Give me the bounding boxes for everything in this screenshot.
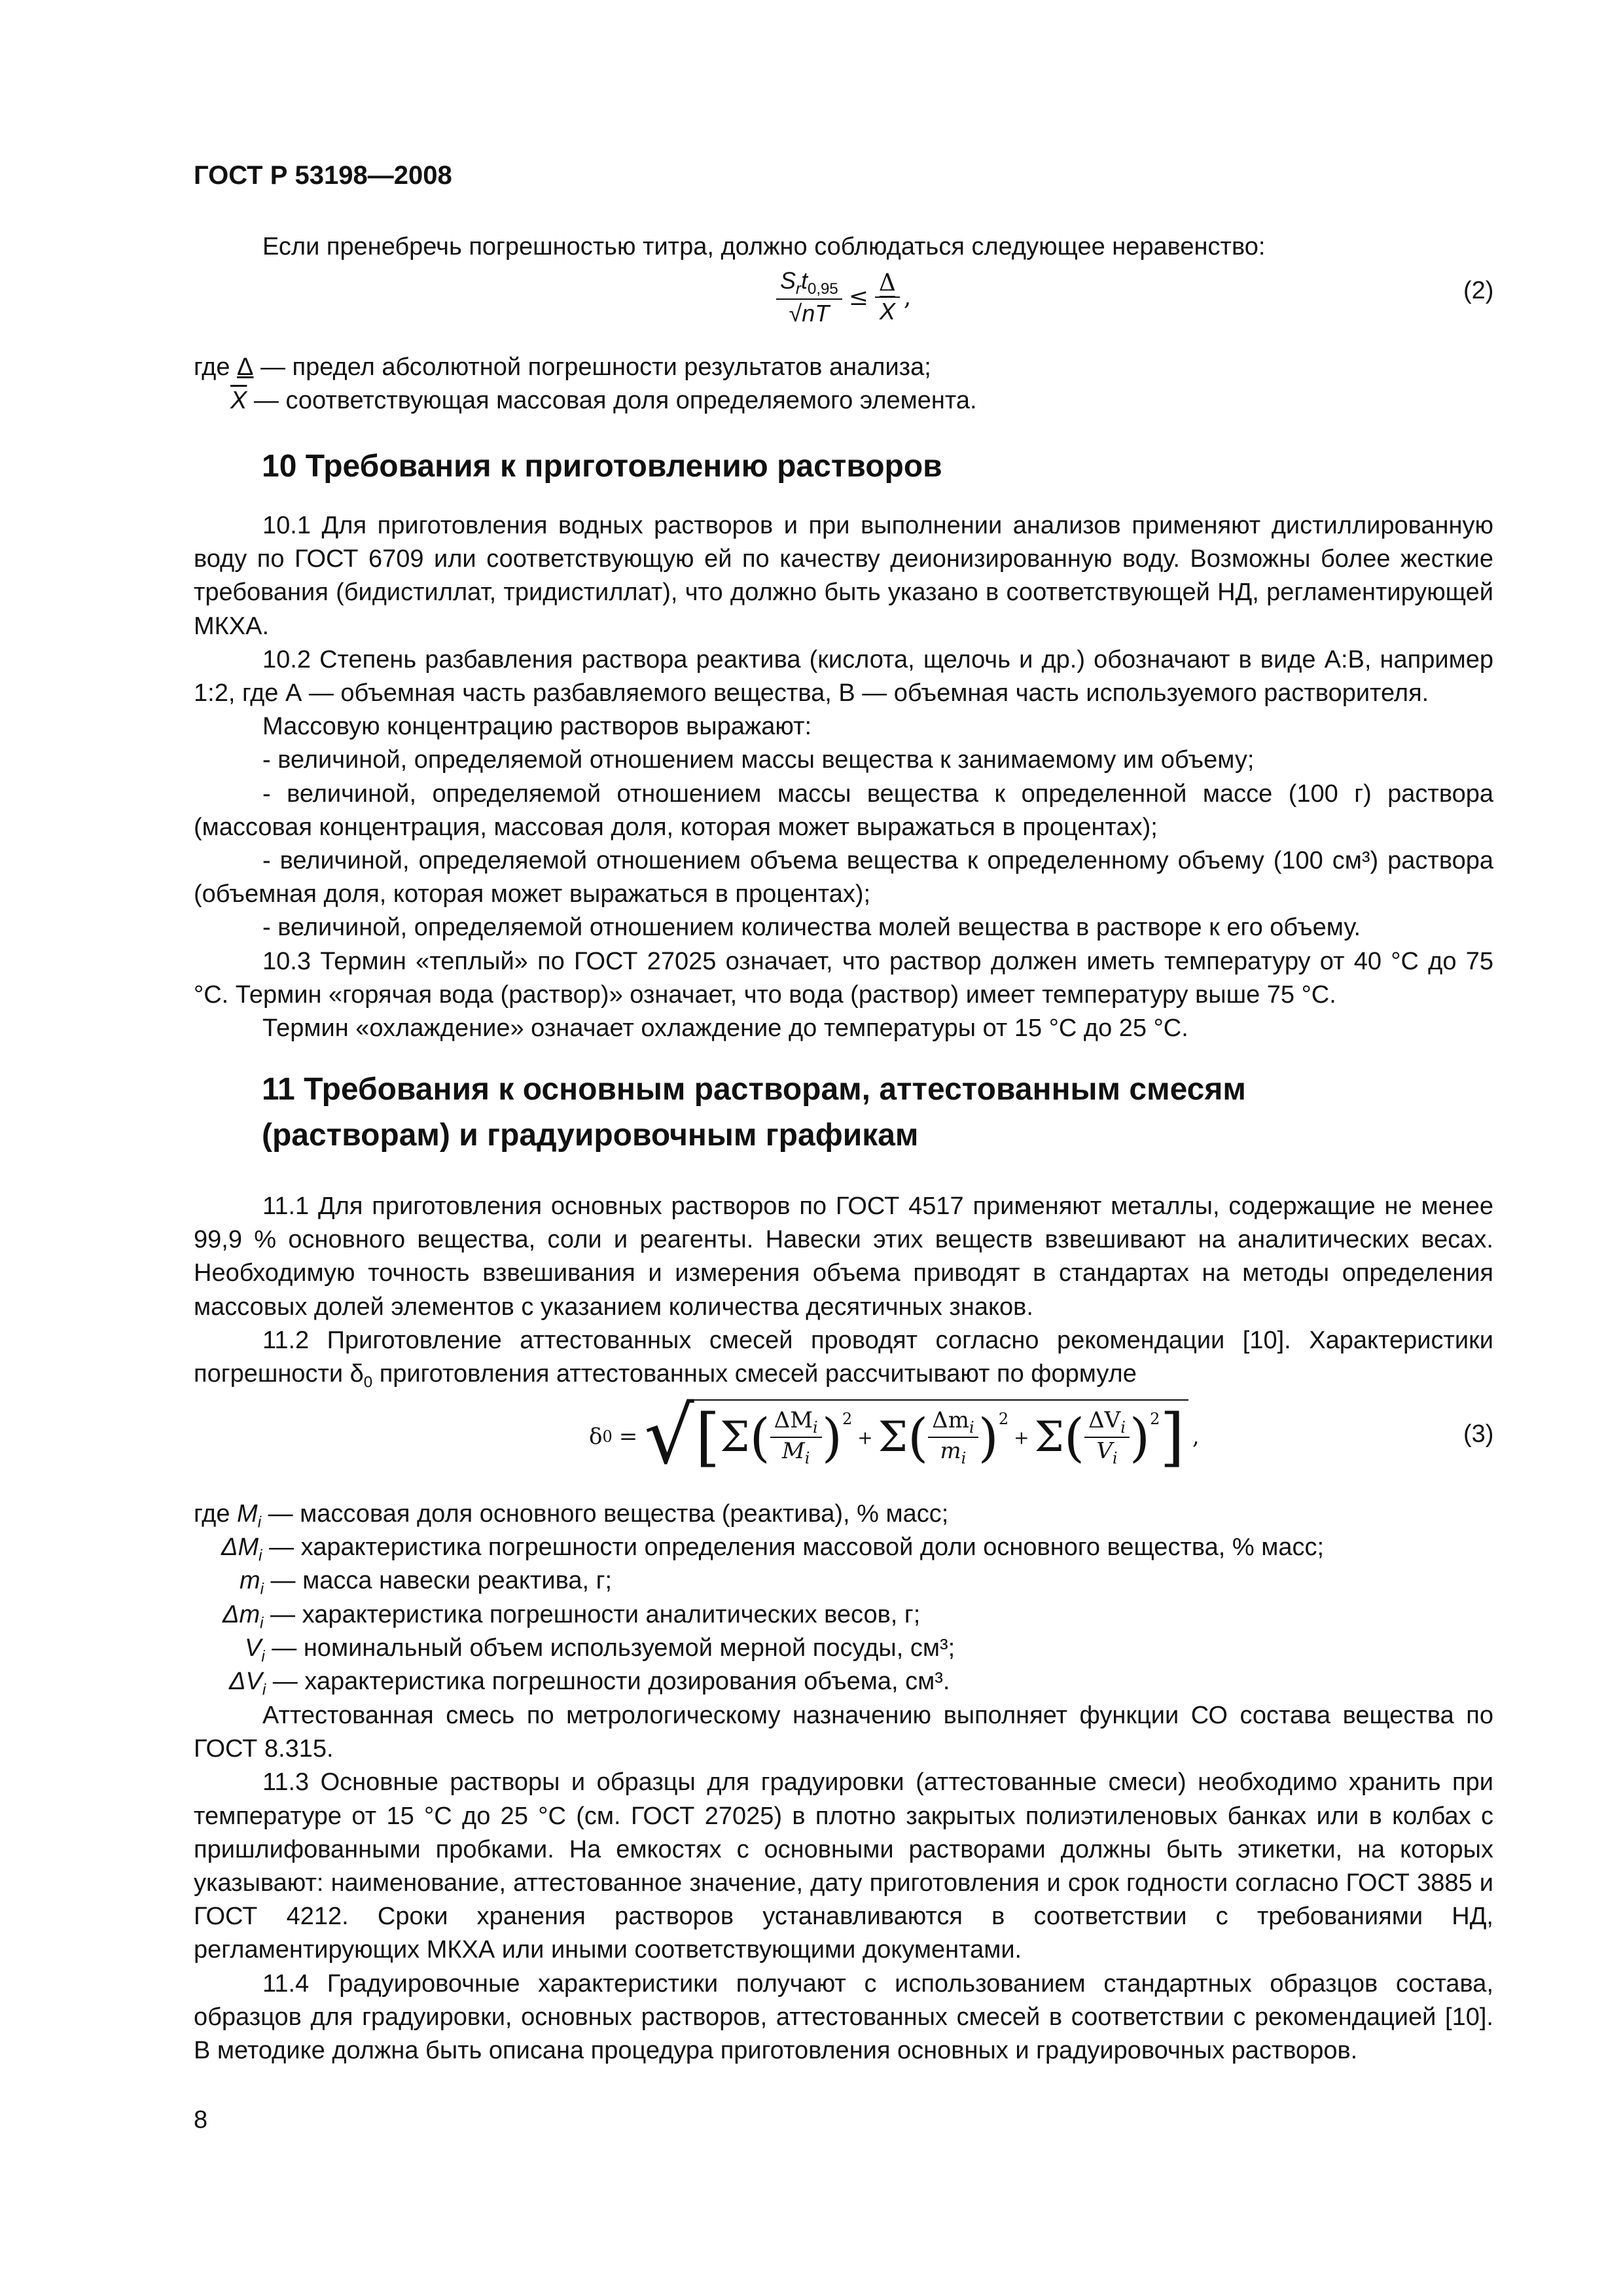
where3-symbol: V bbox=[245, 1634, 262, 1662]
eq2-comma: , bbox=[903, 283, 912, 311]
paren-left-icon: ( bbox=[749, 1407, 770, 1468]
eq2-t: t bbox=[801, 267, 808, 294]
eq3-power: 2 bbox=[998, 1410, 1009, 1428]
eq2-S: S bbox=[780, 267, 796, 294]
where2-prefix: где bbox=[194, 353, 238, 381]
where-block-2 bbox=[194, 351, 977, 418]
eq3-idx: i bbox=[961, 1448, 967, 1467]
where3-text: — номинальный объем используемой мерной посуды, см³; bbox=[264, 1634, 955, 1662]
where2-text: — предел абсолютной погрешности результатов анализа; bbox=[253, 353, 931, 381]
paragraph-mass-concentration: Массовую концентрацию растворов выражают: bbox=[262, 713, 812, 741]
where3-symbol: m bbox=[240, 1567, 260, 1595]
equation-3-number: (3) bbox=[1463, 1420, 1494, 1448]
sigma-icon: Σ bbox=[1034, 1413, 1064, 1462]
eq3-idx: i bbox=[969, 1418, 974, 1437]
eq3-radicand bbox=[692, 1399, 1188, 1474]
section-11-title bbox=[262, 1067, 1246, 1158]
intro-text: Если пренебречь погрешностью титра, должно соблюдаться следующее неравенство: bbox=[262, 233, 1266, 260]
eq3-lhs: δ bbox=[589, 1424, 603, 1450]
eq2-den: nT bbox=[802, 300, 830, 327]
eq3-t1-den: M bbox=[781, 1438, 805, 1464]
eq2-t-sub: 0,95 bbox=[808, 280, 838, 298]
paragraph-11-3: 11.3 Основные растворы и образцы для градуировки (аттестованные смеси) необходимо хранить при температуре от 15 °С до 25 °С (см. ГОСТ 27025) в плотно закрытых полиэтиленовых банках или в колбах с пришлифованными пробками. На емкостях с основными растворами должны быть этикетки, на которых указывают: наименование, аттестованное значение, дату приготовления и срок годности согласно ГОСТ 3885 и ГОСТ 4212. Сроки хранения растворов устанавливаются в соответствии с требованиями НД, регламентирующих МКХА или иными соответствующими документами. bbox=[194, 1768, 1493, 1964]
sqrt-icon: √ bbox=[644, 1391, 694, 1482]
eq3-t2-num: Δm bbox=[932, 1407, 969, 1434]
where2-symbol: $\overline{X}$ bbox=[230, 387, 247, 415]
where2-row bbox=[194, 351, 977, 384]
paragraph-10-3: 10.3 Термин «теплый» по ГОСТ 27025 означает, что раствор должен иметь температуру от 40 °С до 75 °С. Термин «горячая вода (раствор)» означает, что вода (раствор) имеет температуру выше 75 °С. bbox=[194, 947, 1493, 1009]
paragraph-cooling: Термин «охлаждение» означает охлаждение до температуры от 15 °С до 25 °С. bbox=[262, 1014, 1188, 1043]
eq3-idx: i bbox=[813, 1418, 818, 1437]
where3-row bbox=[194, 1632, 1324, 1665]
eq2-lhs-fraction bbox=[776, 267, 842, 327]
eq3-equals: = bbox=[618, 1424, 638, 1450]
eq3-power: 2 bbox=[1150, 1410, 1160, 1428]
where3-symbol: ΔV bbox=[229, 1667, 262, 1695]
paragraph-11-4: 11.4 Градуировочные характеристики получают с использованием стандартных образцов состава, образцов для градуировки, основных растворов, аттестованных смесей в соответствии с рекомендацией [10]. В методике должна быть описана процедура приготовления основных и градуировочных растворов. bbox=[194, 1969, 1493, 2065]
eq3-t3-num: ΔV bbox=[1088, 1407, 1121, 1434]
eq3-idx: i bbox=[1120, 1418, 1126, 1437]
where3-symbol: M bbox=[237, 1500, 258, 1528]
bracket-right-icon: ] bbox=[1160, 1401, 1185, 1474]
eq3-lhs-sub: 0 bbox=[602, 1427, 613, 1446]
list-item: - величиной, определяемой отношением объема вещества к определенному объему (100 см³) раствора (объемная доля, которая может выражаться в процентах); bbox=[194, 847, 1493, 908]
sigma-icon: Σ bbox=[878, 1413, 908, 1462]
eq3-t1-num: ΔM bbox=[774, 1407, 813, 1434]
list-item: - величиной, определяемой отношением количества молей вещества в растворе к его объему. bbox=[262, 914, 1361, 942]
where3-row bbox=[194, 1665, 1324, 1698]
eq3-idx: i bbox=[804, 1448, 810, 1467]
where3-sub: i bbox=[260, 1614, 264, 1632]
where2-symbol: Δ bbox=[237, 353, 254, 381]
where2-text: — соответствующая массовая доля определяемого элемента. bbox=[247, 387, 977, 415]
where3-prefix: где bbox=[194, 1500, 238, 1528]
paragraph-10-1: 10.1 Для приготовления водных растворов и при выполнении анализов применяют дистиллированную воду по ГОСТ 6709 или соответствующую ей по качеству деионизированную воду. Возможны более жесткие требования (бидистиллат, тридистиллат), что должно быть указано в соответствующей НД, регламентирующей МКХА. bbox=[194, 512, 1493, 640]
where3-sub: i bbox=[262, 1681, 266, 1699]
where3-text: — характеристика погрешности дозирования объема, см³. bbox=[266, 1667, 950, 1695]
sqrt-icon: √ bbox=[789, 300, 802, 327]
list-item: - величиной, определяемой отношением массы вещества к определенной массе (100 г) раствора (массовая концентрация, массовая доля, которая может выражаться в процентах); bbox=[194, 780, 1493, 841]
paren-right-icon: ) bbox=[821, 1407, 842, 1468]
equation-3 bbox=[589, 1391, 1200, 1482]
intro-paragraph bbox=[194, 230, 1493, 264]
paren-left-icon: ( bbox=[1063, 1407, 1085, 1468]
section-11-title-line-1: 11 Требования к основным растворам, аттестованным смесям bbox=[262, 1072, 1246, 1107]
paren-right-icon: ) bbox=[978, 1407, 999, 1468]
page-number: 8 bbox=[194, 2106, 208, 2134]
where3-row bbox=[194, 1531, 1324, 1564]
eq3-term-3 bbox=[1084, 1407, 1130, 1467]
where3-row bbox=[194, 1564, 1324, 1598]
eq3-t2-den: m bbox=[940, 1438, 961, 1464]
equation-2-number: (2) bbox=[1463, 277, 1494, 304]
paragraph-11-1: 11.1 Для приготовления основных растворов по ГОСТ 4517 применяют металлы, содержащие не менее 99,9 % основного вещества, соли и реагенты. Навески этих веществ взвешивают на аналитических весах. Необходимую точность взвешивания и измерения объема приводят в стандартах на методы определения массовых долей элементов с указанием количества десятичных знаков. bbox=[194, 1193, 1493, 1321]
section-10-title: 10 Требования к приготовлению растворов bbox=[262, 449, 942, 484]
eq3-t3-den: V bbox=[1096, 1438, 1113, 1464]
p11-2-sub: 0 bbox=[363, 1373, 373, 1391]
where3-sub: i bbox=[257, 1513, 262, 1532]
eq3-comma: , bbox=[1192, 1424, 1200, 1450]
where3-text: — масса навески реактива, г; bbox=[264, 1567, 612, 1595]
section-10-body bbox=[194, 509, 1493, 1045]
eq3-power: 2 bbox=[842, 1410, 853, 1428]
eq3-idx: i bbox=[1112, 1448, 1118, 1467]
where3-row bbox=[194, 1598, 1324, 1632]
p11-2-after: приготовления аттестованных смесей рассчитывают по формуле bbox=[372, 1360, 1137, 1388]
eq2-rhs-fraction bbox=[875, 270, 900, 325]
section-11-title-line-2: (растворам) и градуировочным графикам bbox=[262, 1118, 919, 1153]
document-header: ГОСТ Р 53198—2008 bbox=[194, 161, 452, 190]
paren-left-icon: ( bbox=[907, 1407, 929, 1468]
where3-sub: i bbox=[259, 1547, 262, 1565]
where-block-3 bbox=[194, 1498, 1324, 1698]
where3-text: — массовая доля основного вещества (реактива), % масс; bbox=[261, 1500, 949, 1528]
paragraph-11-2 bbox=[194, 1324, 1493, 1399]
paragraph-attested-mixture: Аттестованная смесь по метрологическому назначению выполняет функции СО состава вещества по ГОСТ 8.315. bbox=[194, 1702, 1493, 1763]
where2-row bbox=[194, 384, 977, 418]
eq2-r: r bbox=[796, 280, 802, 298]
paren-right-icon: ) bbox=[1129, 1407, 1150, 1468]
where3-symbol: ΔM bbox=[221, 1534, 259, 1562]
eq3-term-2 bbox=[928, 1407, 978, 1467]
section-11-body-continued bbox=[194, 1699, 1493, 2068]
eq2-rhs-num: Δ bbox=[875, 270, 900, 298]
where3-symbol: Δm bbox=[223, 1600, 260, 1628]
eq3-plus: + bbox=[1014, 1426, 1029, 1448]
section-11-body bbox=[194, 1190, 1493, 1399]
eq2-rhs-den: X bbox=[879, 297, 895, 325]
eq2-leq: ≤ bbox=[848, 283, 868, 311]
where3-text: — характеристика погрешности аналитических весов, г; bbox=[263, 1600, 921, 1628]
p11-2-before: 11.2 Приготовление аттестованных смесей проводят согласно рекомендации [10]. Характеристики погрешности δ bbox=[194, 1326, 1493, 1388]
where3-text: — характеристика погрешности определения массовой доли основного вещества, % масс; bbox=[262, 1534, 1325, 1562]
where3-row bbox=[194, 1498, 1324, 1531]
eq3-plus: + bbox=[857, 1426, 873, 1448]
equation-2 bbox=[776, 267, 911, 327]
bracket-left-icon: [ bbox=[695, 1401, 721, 1474]
paragraph-10-2: 10.2 Степень разбавления раствора реактива (кислота, щелочь и др.) обозначают в виде А:В, например 1:2, где А — объемная часть разбавляемого вещества, В — объемная часть используемого растворителя. bbox=[194, 645, 1493, 708]
eq3-term-1 bbox=[770, 1407, 822, 1467]
list-item: - величиной, определяемой отношением массы вещества к занимаемому им объему; bbox=[262, 746, 1255, 774]
where3-sub: i bbox=[261, 1647, 265, 1666]
where3-sub: i bbox=[260, 1580, 264, 1598]
sigma-icon: Σ bbox=[720, 1413, 750, 1462]
